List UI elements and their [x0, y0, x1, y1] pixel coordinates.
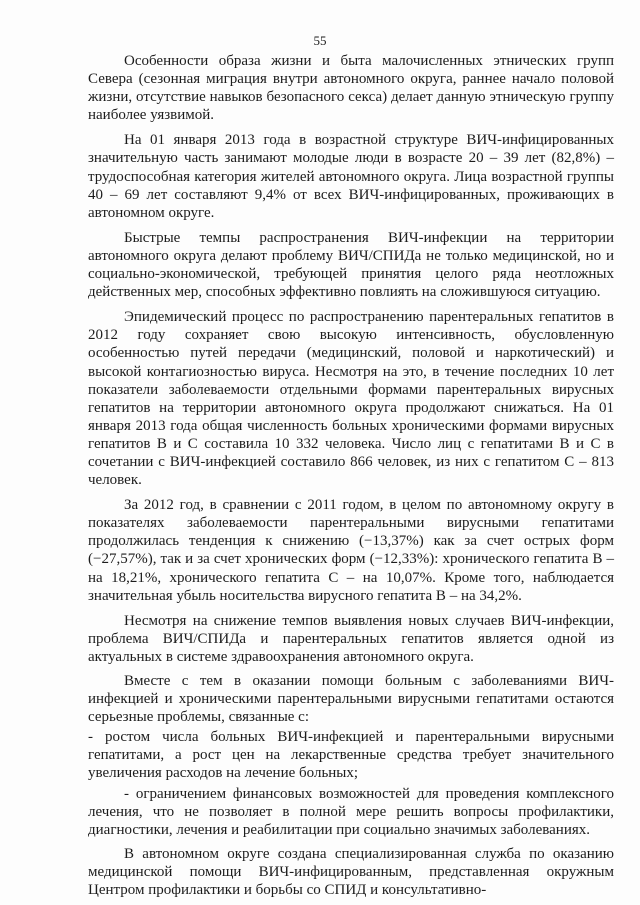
paragraph-6: Несмотря на снижение темпов выявления новых случаев ВИЧ-инфекции, проблема ВИЧ/СПИДа и парентеральных гепатитов является одной из актуальных в системе здравоохранения автономного округа. — [88, 612, 614, 665]
paragraph-7: Вместе с тем в оказании помощи больным с заболеваниями ВИЧ-инфекцией и хроническими парентеральными вирусными гепатитами остаются серьезные проблемы, связанные с: — [88, 673, 614, 726]
page-body — [88, 52, 614, 899]
page-number: 55 — [313, 33, 327, 48]
list-item-1: - ростом числа больных ВИЧ-инфекцией и парентеральными вирусными гепатитами, а рост цен на лекарственные средства требует значительного увеличения расходов на лечение больных; — [88, 729, 614, 782]
list-item-2: - ограничением финансовых возможностей для проведения комплексного лечения, что не позволяет в полной мере решить вопросы профилактики, диагностики, лечения и реабилитации при социально значимых заболеваниях. — [88, 785, 614, 838]
paragraph-4: Эпидемический процесс по распространению парентеральных гепатитов в 2012 году сохраняет свою высокую интенсивность, обусловленную особенностью путей передачи (медицинский, половой и наркотический) и высокой контагиозностью вируса. Несмотря на это, в течение последних 10 лет показатели заболеваемости отдельными формами парентеральных вирусных гепатитов на территории автономного округа продолжают снижаться. На 01 января 2013 года общая численность больных хроническими формами вирусных гепатитов В и С составила 10 332 человека. Число лиц с гепатитами В и С в сочетании с ВИЧ-инфекцией составило 866 человек, из них с гепатитом С – 813 человек. — [88, 309, 614, 489]
paragraph-2: На 01 января 2013 года в возрастной структуре ВИЧ-инфицированных значительную часть занимают молодые люди в возрасте 20 – 39 лет (82,8%) – трудоспособная категория жителей автономного округа. Лица возрастной группы 40 – 69 лет составляют 9,4% от всех ВИЧ-инфицированных, проживающих в автономном округе. — [88, 132, 614, 221]
paragraph-1: Особенности образа жизни и быта малочисленных этнических групп Севера (сезонная миграция внутри автономного округа, раннее начало половой жизни, отсутствие навыков безопасного секса) делает данную этническую группу наиболее уязвимой. — [88, 53, 614, 124]
paragraph-3: Быстрые темпы распространения ВИЧ-инфекции на территории автономного округа делают проблему ВИЧ/СПИДа не только медицинской, но и социально-экономической, требующей принятия целого ряда неотложных действенных мер, способных эффективно повлиять на сложившуюся ситуацию. — [88, 229, 614, 301]
paragraph-8: В автономном округе создана специализированная служба по оказанию медицинской помощи ВИЧ-инфицированным, представленная окружным Центром профилактики и борьбы со СПИД и консультативно- — [88, 845, 614, 899]
paragraph-5: За 2012 год, в сравнении с 2011 годом, в целом по автономному округу в показателях заболеваемости парентеральными вирусными гепатитами продолжилась тенденция к снижению (−13,37%) как за счет острых форм (−27,57%), так и за счет хронических форм (−12,33%): хронического гепатита В – на 18,21%, хронического гепатита С – на 10,07%. Кроме того, наблюдается значительная убыль носительства вирусного гепатита В – на 34,2%. — [88, 497, 614, 604]
